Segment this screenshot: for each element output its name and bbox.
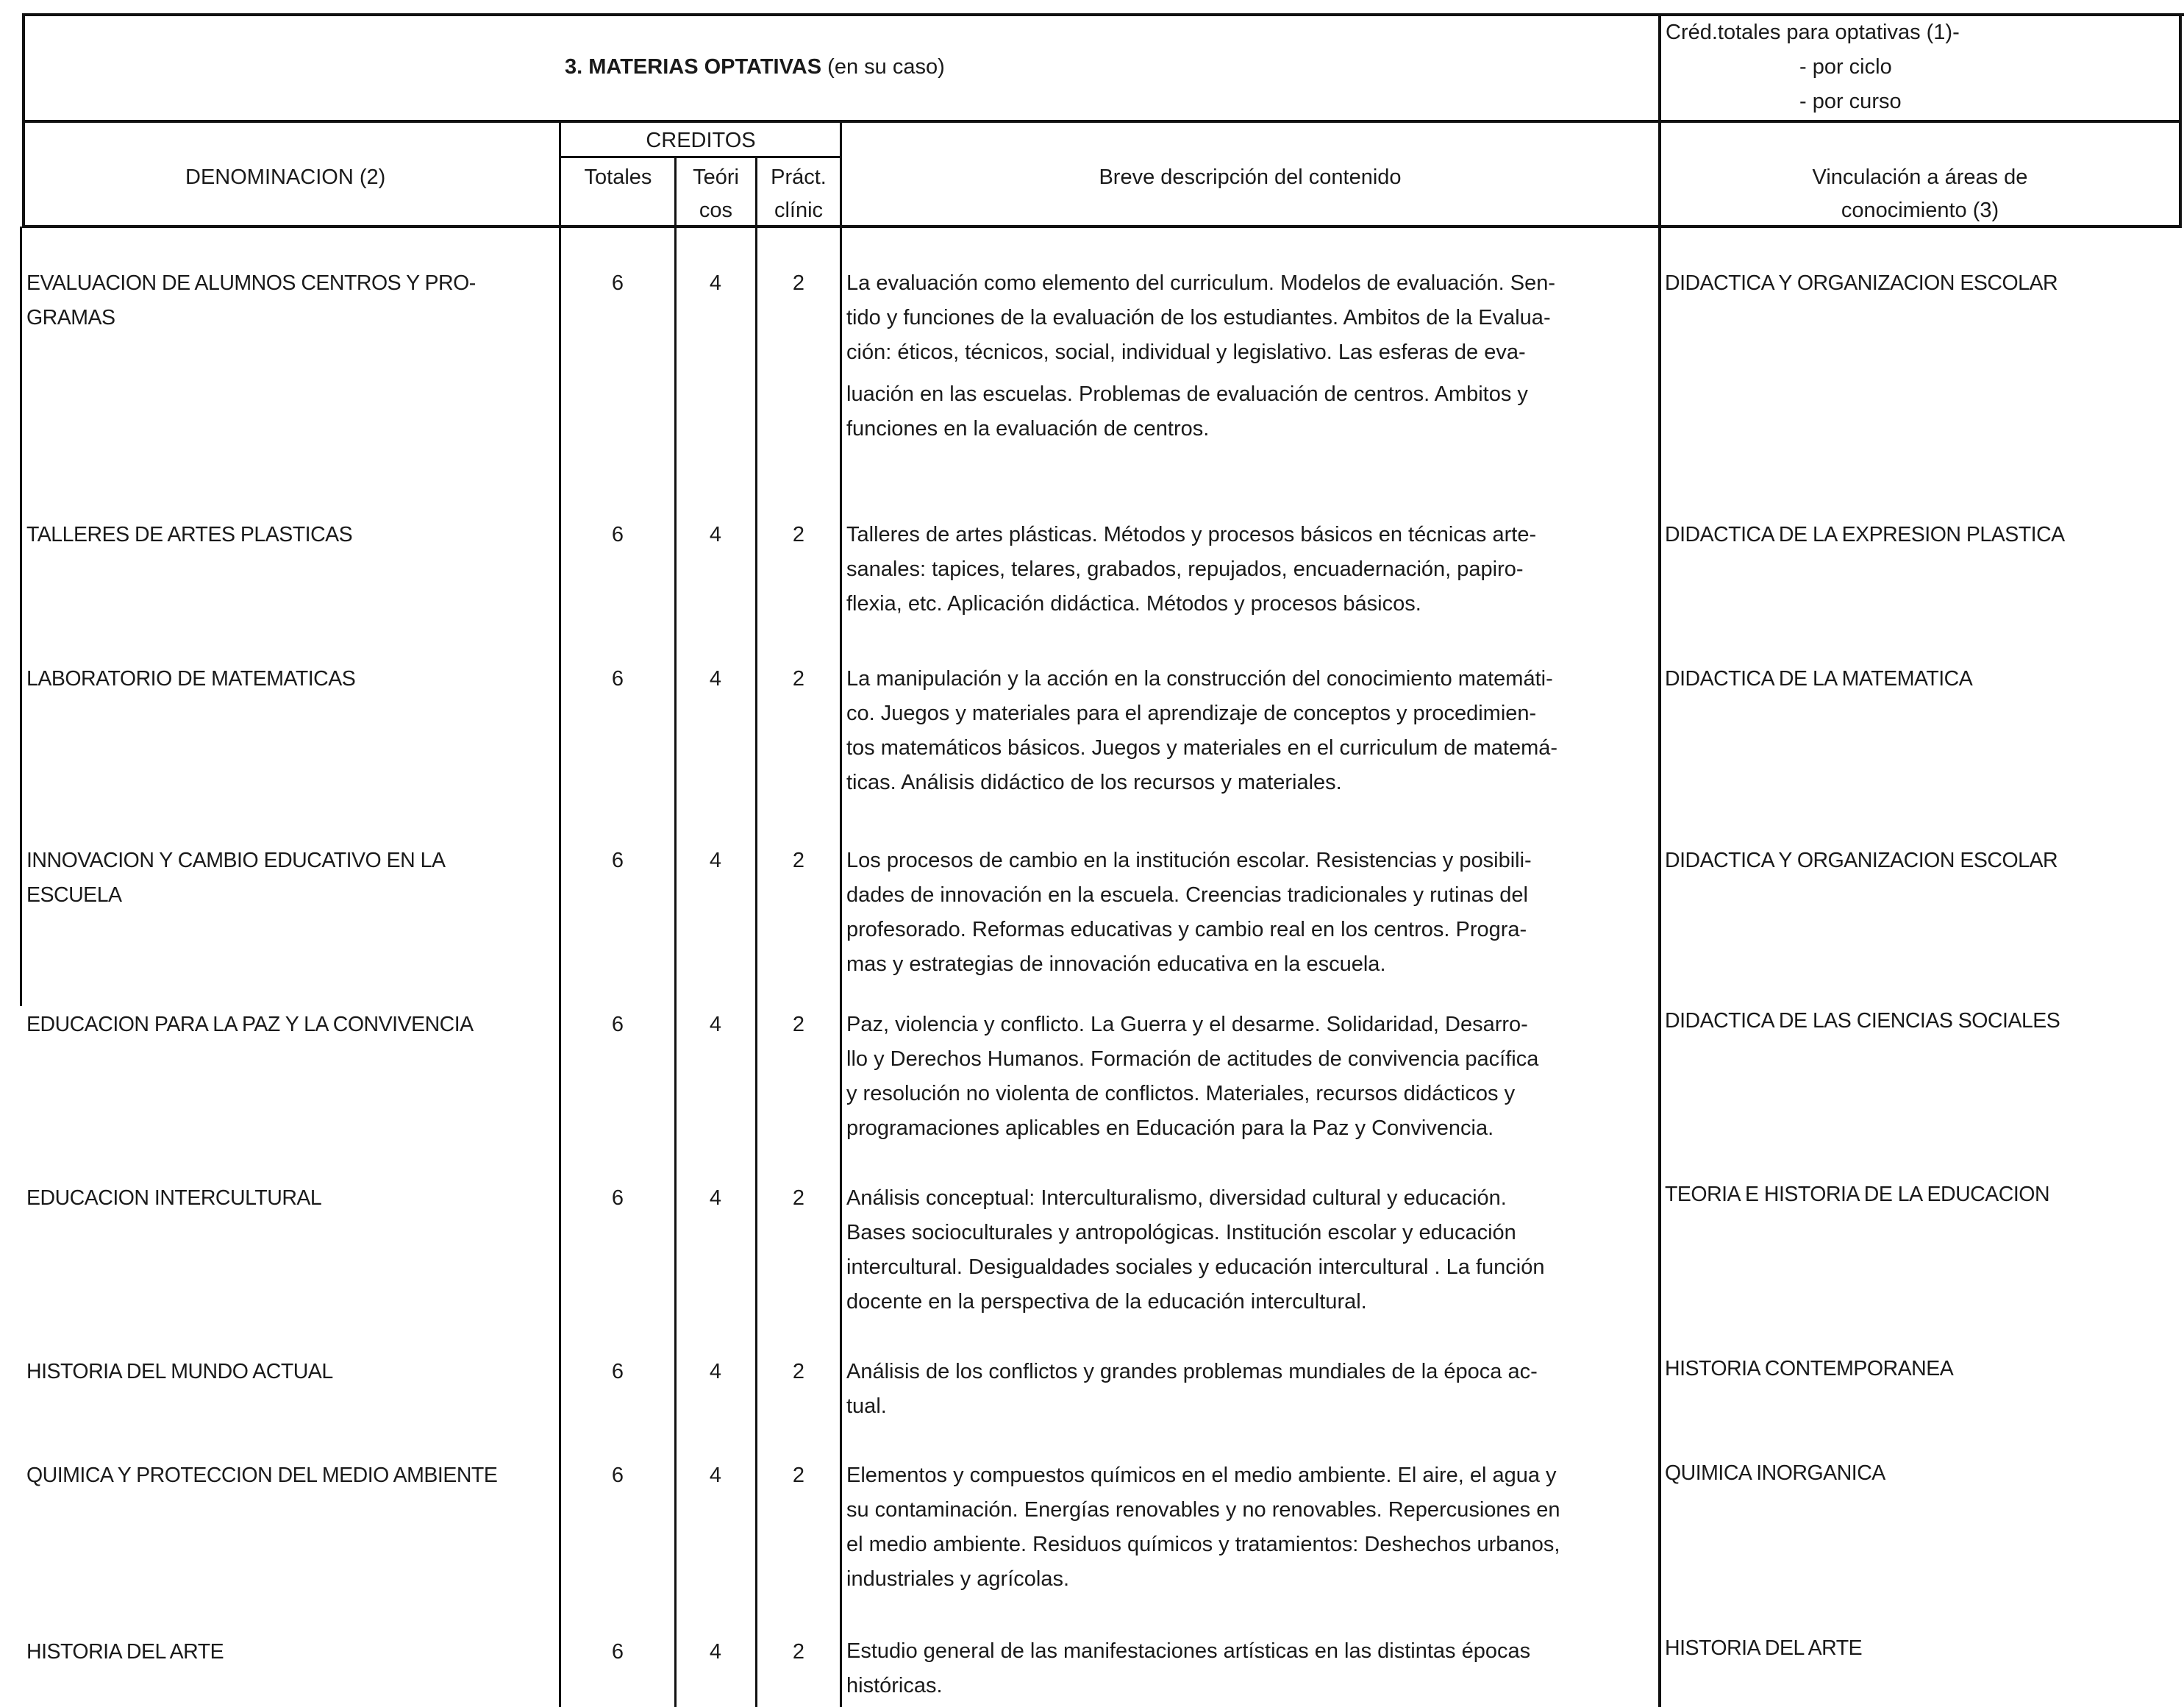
row-7-practicos: 2 — [792, 1464, 805, 1487]
vline-totales-teoricos — [674, 156, 677, 1707]
row-7-desc-line-4: industriales y agrícolas. — [846, 1567, 1070, 1591]
col-teoricos-2: cos — [699, 199, 733, 222]
row-1-totales: 6 — [611, 523, 624, 546]
row-6-denominacion — [26, 1355, 541, 1389]
row-1-denominacion — [26, 518, 541, 552]
row-5-desc-line-2: Bases socioculturales y antropológicas. Institución escolar y educación — [846, 1221, 1516, 1244]
row-5-desc-line-1: Análisis conceptual: Interculturalismo, diversidad cultural y educación. — [846, 1186, 1507, 1210]
row-6-teoricos: 4 — [709, 1360, 722, 1383]
row-1-practicos: 2 — [792, 523, 805, 546]
row-3-desc-line-4: mas y estrategias de innovación educativa en la escuela. — [846, 952, 1386, 976]
row-4-name-line-1: EDUCACION PARA LA PAZ Y LA CONVIVENCIA — [26, 1013, 474, 1036]
row-6-totales: 6 — [611, 1360, 624, 1383]
row-7-area: QUIMICA INORGANICA — [1665, 1461, 1885, 1485]
row-3-practicos: 2 — [792, 849, 805, 872]
row-3-name-line-2: ESCUELA — [26, 883, 122, 907]
row-3-desc-line-2: dades de innovación en la escuela. Creencias tradicionales y rutinas del — [846, 883, 1528, 907]
row-3-desc-line-1: Los procesos de cambio en la institución escolar. Resistencias y posibili- — [846, 849, 1532, 872]
row-8-totales: 6 — [611, 1640, 624, 1664]
row-4-descripcion — [846, 1008, 1655, 1146]
row-1-teoricos: 4 — [709, 523, 722, 546]
row-5-desc-line-3: intercultural. Desigualdades sociales y educación intercultural . La función — [846, 1255, 1545, 1279]
row-1-desc-line-1: Talleres de artes plásticas. Métodos y procesos básicos en técnicas arte- — [846, 523, 1537, 546]
row-1-name-line-1: TALLERES DE ARTES PLASTICAS — [26, 523, 353, 546]
row-7-name-line-1: QUIMICA Y PROTECCION DEL MEDIO AMBIENTE — [26, 1464, 498, 1487]
row-8-descripcion — [846, 1634, 1655, 1703]
credits-por-curso: - por curso — [1799, 90, 1902, 113]
header-divider — [22, 120, 2182, 123]
row-2-area: DIDACTICA DE LA MATEMATICA — [1665, 667, 1973, 691]
row-4-area: DIDACTICA DE LAS CIENCIAS SOCIALES — [1665, 1009, 2060, 1033]
row-5-denominacion — [26, 1181, 541, 1216]
row-7-teoricos: 4 — [709, 1464, 722, 1487]
row-5-name-line-1: EDUCACION INTERCULTURAL — [26, 1186, 322, 1210]
row-8-denominacion — [26, 1635, 541, 1669]
columns-header-bottom — [22, 225, 2182, 228]
vline-creditos-left — [559, 121, 561, 1707]
row-2-desc-line-2: co. Juegos y materiales para el aprendizaje de conceptos y procedimien- — [846, 702, 1537, 725]
credits-optativas-label: Créd.totales para optativas (1)- — [1666, 21, 1960, 44]
row-1-area: DIDACTICA DE LA EXPRESION PLASTICA — [1665, 523, 2065, 546]
row-6-desc-line-1: Análisis de los conflictos y grandes problemas mundiales de la época ac- — [846, 1360, 1538, 1383]
row-3-area: DIDACTICA Y ORGANIZACION ESCOLAR — [1665, 849, 2058, 872]
row-0-desc-line-3: ción: éticos, técnicos, social, individual y legislativo. Las esferas de eva- — [846, 341, 1526, 364]
row-0-name-line-1: EVALUACION DE ALUMNOS CENTROS Y PRO- — [26, 271, 476, 295]
row-2-totales: 6 — [611, 667, 624, 691]
row-3-teoricos: 4 — [709, 849, 722, 872]
row-0-desc-line-1: La evaluación como elemento del curriculum. Modelos de evaluación. Sen- — [846, 271, 1555, 295]
section-title — [565, 52, 945, 82]
row-6-desc-line-2: tual. — [846, 1394, 887, 1418]
vline-creditos-right — [840, 121, 842, 1707]
row-2-denominacion — [26, 662, 541, 696]
col-practicos-2: clínic — [774, 199, 824, 222]
row-6-descripcion — [846, 1355, 1655, 1424]
top-border — [22, 13, 2184, 16]
row-3-denominacion — [26, 844, 541, 913]
row-0-desc-line-4: luación en las escuelas. Problemas de evaluación de centros. Ambitos y — [846, 382, 1528, 406]
row-4-desc-line-4: programaciones aplicables en Educación para la Paz y Convivencia. — [846, 1116, 1494, 1140]
row-5-area: TEORIA E HISTORIA DE LA EDUCACION — [1665, 1183, 2050, 1206]
row-5-descripcion — [846, 1181, 1655, 1319]
vline-teoricos-practicos — [755, 156, 757, 1707]
col-creditos: CREDITOS — [646, 129, 756, 152]
row-1-desc-line-2: sanales: tapices, telares, grabados, repujados, encuadernación, papiro- — [846, 557, 1524, 581]
row-0-area: DIDACTICA Y ORGANIZACION ESCOLAR — [1665, 271, 2058, 295]
row-4-desc-line-1: Paz, violencia y conflicto. La Guerra y el desarme. Solidaridad, Desarro- — [846, 1013, 1528, 1036]
row-2-desc-line-1: La manipulación y la acción en la construcción del conocimiento matemáti- — [846, 667, 1553, 691]
row-5-practicos: 2 — [792, 1186, 805, 1210]
col-teoricos-1: Teóri — [693, 165, 739, 189]
row-8-practicos: 2 — [792, 1640, 805, 1664]
row-3-name-line-1: INNOVACION Y CAMBIO EDUCATIVO EN LA — [26, 849, 446, 872]
col-practicos-1: Práct. — [771, 165, 827, 189]
col-totales: Totales — [584, 165, 652, 189]
row-8-name-line-1: HISTORIA DEL ARTE — [26, 1640, 224, 1664]
row-2-name-line-1: LABORATORIO DE MATEMATICAS — [26, 667, 356, 691]
row-3-desc-line-3: profesorado. Reformas educativas y cambio real en los centros. Progra- — [846, 918, 1527, 941]
row-7-desc-line-2: su contaminación. Energías renovables y no renovables. Repercusiones en — [846, 1498, 1560, 1522]
credits-por-ciclo: - por ciclo — [1799, 55, 1892, 79]
row-4-desc-line-3: y resolución no violenta de conflictos. Materiales, recursos didácticos y — [846, 1082, 1516, 1105]
row-5-teoricos: 4 — [709, 1186, 722, 1210]
row-6-name-line-1: HISTORIA DEL MUNDO ACTUAL — [26, 1360, 333, 1383]
row-8-desc-line-2: históricas. — [846, 1674, 943, 1697]
creditos-underline — [560, 156, 841, 158]
section-title-suffix: (en su caso) — [827, 55, 945, 79]
row-7-desc-line-1: Elementos y compuestos químicos en el medio ambiente. El aire, el agua y — [846, 1464, 1557, 1487]
row-7-totales: 6 — [611, 1464, 624, 1487]
section-title-text: 3. MATERIAS OPTATIVAS — [565, 55, 822, 79]
row-4-totales: 6 — [611, 1013, 624, 1036]
row-8-teoricos: 4 — [709, 1640, 722, 1664]
col-denominacion: DENOMINACION (2) — [185, 165, 386, 189]
col-vinculacion-1: Vinculación a áreas de — [1812, 165, 2028, 189]
row-2-teoricos: 4 — [709, 667, 722, 691]
row-4-desc-line-2: llo y Derechos Humanos. Formación de actitudes de convivencia pacífica — [846, 1047, 1539, 1071]
vline-desc-right — [1658, 13, 1661, 1707]
row-0-teoricos: 4 — [709, 271, 722, 295]
left-border-body — [20, 227, 22, 1006]
row-0-desc-line-2: tido y funciones de la evaluación de los estudiantes. Ambitos de la Evalua- — [846, 306, 1551, 329]
row-2-desc-line-4: ticas. Análisis didáctico de los recursos y materiales. — [846, 771, 1342, 794]
row-1-desc-line-3: flexia, etc. Aplicación didáctica. Métodos y procesos básicos. — [846, 592, 1421, 616]
row-8-desc-line-1: Estudio general de las manifestaciones artísticas en las distintas épocas — [846, 1639, 1531, 1663]
row-0-denominacion — [26, 266, 541, 335]
row-0-desc-line-5: funciones en la evaluación de centros. — [846, 417, 1210, 441]
row-4-denominacion — [26, 1008, 541, 1042]
row-4-practicos: 2 — [792, 1013, 805, 1036]
row-3-totales: 6 — [611, 849, 624, 872]
row-0-totales: 6 — [611, 271, 624, 295]
row-0-practicos: 2 — [792, 271, 805, 295]
row-6-practicos: 2 — [792, 1360, 805, 1383]
row-5-totales: 6 — [611, 1186, 624, 1210]
row-3-descripcion — [846, 844, 1655, 982]
row-8-area: HISTORIA DEL ARTE — [1665, 1636, 1863, 1660]
col-descripcion: Breve descripción del contenido — [1099, 165, 1402, 189]
row-4-teoricos: 4 — [709, 1013, 722, 1036]
row-2-descripcion — [846, 662, 1655, 800]
row-1-descripcion — [846, 518, 1655, 621]
row-7-descripcion — [846, 1458, 1655, 1597]
row-7-desc-line-3: el medio ambiente. Residuos químicos y tratamientos: Deshechos urbanos, — [846, 1533, 1560, 1556]
row-2-practicos: 2 — [792, 667, 805, 691]
row-2-desc-line-3: tos matemáticos básicos. Juegos y materiales en el curriculum de matemá- — [846, 736, 1558, 760]
row-5-desc-line-4: docente en la perspectiva de la educación intercultural. — [846, 1290, 1367, 1314]
row-0-descripcion — [846, 266, 1655, 446]
col-vinculacion-2: conocimiento (3) — [1841, 199, 1999, 222]
row-7-denominacion — [26, 1458, 541, 1493]
row-0-name-line-2: GRAMAS — [26, 306, 115, 329]
row-6-area: HISTORIA CONTEMPORANEA — [1665, 1357, 1954, 1380]
